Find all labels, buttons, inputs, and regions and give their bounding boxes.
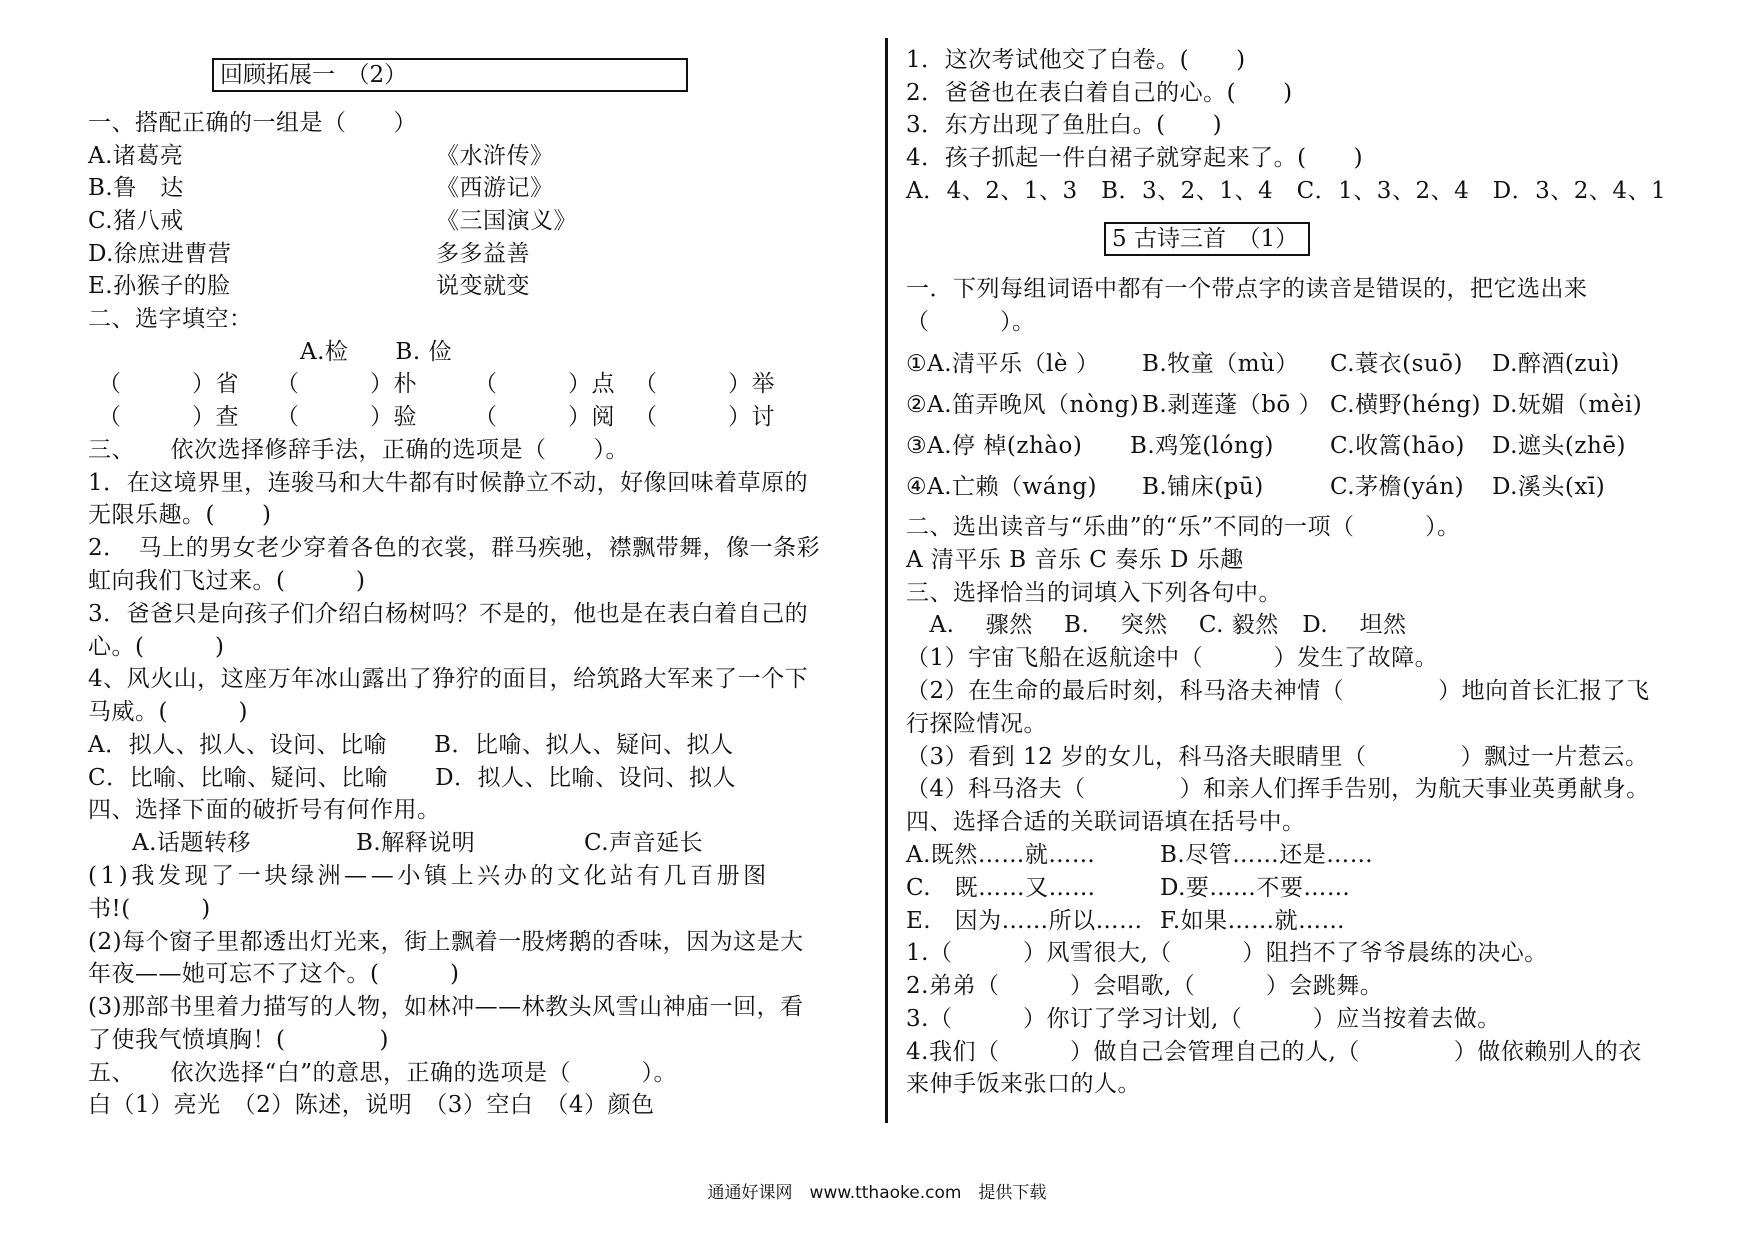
r1-row3-c: C.收篙(hāo) <box>1330 433 1465 459</box>
r3-line: （1）宇宙飞船在返航途中（ ）发生了故障。 <box>906 645 1439 671</box>
r4-option: C. 既……又…… <box>906 875 1096 901</box>
q2-row2-item: （ ）查 <box>98 404 239 430</box>
q3-line: 2． 马上的男女老少穿着各色的衣裳，群马疾驰，襟飘带舞，像一条彩 <box>88 535 821 561</box>
q1-heading: 一、搭配正确的一组是（ ） <box>88 110 417 136</box>
r4-option: B.尽管……还是…… <box>1160 842 1374 868</box>
q4-line: (2)每个窗子里都透出灯光来，街上飘着一股烤鹅的香味，因为这是大 <box>88 929 804 955</box>
r1-row4-a: ④A.亡赖（wáng) <box>906 474 1097 500</box>
q3-line: 马威。( ) <box>88 699 248 725</box>
r1-row1-d: D.醉酒(zuì) <box>1492 351 1620 377</box>
q3-line: 无限乐趣。( ) <box>88 502 272 528</box>
r4-line: 1.（ ）风雪很大,（ ）阻挡不了爷爷晨练的决心。 <box>906 940 1548 966</box>
right-section-title: 5 古诗三首 （1） <box>1104 222 1310 256</box>
r1-row2-d: D.妩媚（mèi) <box>1492 392 1643 418</box>
q4-line: 年夜——她可忘不了这个。( ) <box>88 961 460 987</box>
r4-option: D.要……不要…… <box>1160 875 1351 901</box>
q4-line: 书!( ) <box>88 896 211 922</box>
q3-heading: 三、 依次选择修辞手法，正确的选项是（ ）。 <box>88 437 629 463</box>
column-divider <box>885 38 888 1123</box>
q2-heading: 二、选字填空： <box>88 306 253 332</box>
q1-pair-d-right: 多多益善 <box>436 241 530 267</box>
q3-options-1: A．拟人、拟人、设问、比喻 B．比喻、拟人、疑问、拟人 <box>88 732 734 758</box>
q2-row1-item: （ ）点 <box>474 371 615 397</box>
q2-row1-item: （ ）省 <box>98 371 239 397</box>
q4-heading: 四、选择下面的破折号有何作用。 <box>88 797 441 823</box>
footer-credit: 通通好课网 www.tthaoke.com 提供下载 <box>707 1183 1047 1203</box>
q1-pair-a-left: A.诸葛亮 <box>88 143 184 169</box>
q5-item: 1．这次考试他交了白卷。( ) <box>906 47 1246 73</box>
q4-option: B.解释说明 <box>356 830 476 856</box>
r1-row2-b: B.剥莲蓬（bō ） <box>1142 392 1323 418</box>
q1-pair-e-right: 说变就变 <box>436 273 530 299</box>
q1-pair-d-left: D.徐庶进曹营 <box>88 241 232 267</box>
q3-options-2: C．比喻、比喻、疑问、比喻 D．拟人、比喻、设问、拟人 <box>88 765 737 791</box>
r1-row3-b: B.鸡笼(lóng) <box>1130 433 1274 459</box>
q4-line: 了使我气愤填胸！( ) <box>88 1027 389 1053</box>
r1-row2-a: ②A.笛弄晚风（nòng) <box>906 392 1140 418</box>
left-section-title: 回顾拓展一 （2） <box>212 58 688 92</box>
r4-option: F.如果……就…… <box>1160 908 1346 934</box>
r1-heading-cont: （ ）。 <box>906 309 1036 335</box>
q3-line: 虹向我们飞过来。( ) <box>88 568 366 594</box>
r1-row3-d: D.遮头(zhē) <box>1492 433 1626 459</box>
r3-line: 行探险情况。 <box>906 711 1047 737</box>
r3-heading: 三、选择恰当的词填入下列各句中。 <box>906 580 1282 606</box>
q3-line: 心。( ) <box>88 634 225 660</box>
q5-item: 4．孩子抓起一件白裙子就穿起来了。( ) <box>906 145 1364 171</box>
q2-row2-item: （ ）阅 <box>474 404 615 430</box>
q1-pair-b-left: B.鲁 达 <box>88 175 184 201</box>
r4-line: 来伸手饭来张口的人。 <box>906 1071 1141 1097</box>
q3-line: 1．在这境界里，连骏马和大牛都有时候静立不动，好像回味着草原的 <box>88 470 809 496</box>
r3-line: （3）看到 12 岁的女儿，科马洛夫眼睛里（ ）飘过一片惹云。 <box>906 744 1649 770</box>
r1-row3-a: ③A.停 棹(zhào) <box>906 433 1083 459</box>
r2-heading: 二、选出读音与“乐曲”的“乐”不同的一项（ ）。 <box>906 514 1461 540</box>
q1-pair-c-left: C.猪八戒 <box>88 208 184 234</box>
q4-line: (3)那部书里着力描写的人物，如林冲——林教头风雪山神庙一回，看 <box>88 994 804 1020</box>
r4-heading: 四、选择合适的关联词语填在括号中。 <box>906 809 1306 835</box>
q5-options: A．4、2、1、3 B．3、2、1、4 C．1、3、2、4 D．3、2、4、1 <box>906 178 1667 204</box>
q4-option: C.声音延长 <box>584 830 704 856</box>
r1-row4-d: D.溪头(xī) <box>1492 474 1606 500</box>
r1-row1-b: B.牧童（mù） <box>1142 351 1299 377</box>
r4-line: 4.我们（ ）做自己会管理自己的人,（ ）做依赖别人的衣 <box>906 1039 1642 1065</box>
q2-options: A.检 B. 俭 <box>300 339 452 365</box>
q1-pair-e-left: E.孙猴子的脸 <box>88 273 231 299</box>
q5-item: 3．东方出现了鱼肚白。( ) <box>906 112 1223 138</box>
r3-line: （2）在生命的最后时刻，科马洛夫神情（ ）地向首长汇报了飞 <box>906 678 1650 704</box>
r4-line: 3.（ ）你订了学习计划,（ ）应当按着去做。 <box>906 1006 1501 1032</box>
q2-row2-item: （ ）讨 <box>634 404 775 430</box>
r4-line: 2.弟弟（ ）会唱歌,（ ）会跳舞。 <box>906 973 1384 999</box>
r1-row2-c: C.横野(héng) <box>1330 392 1481 418</box>
q4-option: A.话题转移 <box>132 830 251 856</box>
q3-line: 3．爸爸只是向孩子们介绍白杨树吗？不是的，他也是在表白着自己的 <box>88 601 809 627</box>
r2-options: A 清平乐 B 音乐 C 奏乐 D 乐趣 <box>906 547 1244 573</box>
r3-options: A. 骤然 B. 突然 C. 毅然 D. 坦然 <box>906 612 1407 638</box>
q1-pair-b-right: 《西游记》 <box>436 175 554 201</box>
r3-line: （4）科马洛夫（ ）和亲人们挥手告别，为航天事业英勇献身。 <box>906 776 1650 802</box>
q5-meanings: 白（1）亮光 （2）陈述，说明 （3）空白 （4）颜色 <box>88 1092 655 1118</box>
q2-row1-item: （ ）朴 <box>276 371 417 397</box>
r4-option: A.既然……就…… <box>906 842 1096 868</box>
q2-row1-item: （ ）举 <box>634 371 775 397</box>
q5-item: 2．爸爸也在表白着自己的心。( ) <box>906 80 1293 106</box>
q1-pair-c-right: 《三国演义》 <box>436 208 577 234</box>
r1-row4-b: B.铺床(pū) <box>1142 474 1264 500</box>
r1-row1-a: ①A.清平乐（lè ） <box>906 351 1100 377</box>
r1-heading: 一．下列每组词语中都有一个带点字的读音是错误的，把它选出来 <box>906 276 1588 302</box>
r1-row4-c: C.茅檐(yán) <box>1330 474 1465 500</box>
q3-line: 4、风火山，这座万年冰山露出了狰狞的面目，给筑路大军来了一个下 <box>88 666 809 692</box>
r1-row1-c: C.蓑衣(suō) <box>1330 351 1463 377</box>
r4-option: E. 因为……所以…… <box>906 908 1143 934</box>
q4-line: (1)我发现了一块绿洲——小镇上兴办的文化站有几百册图 <box>88 863 770 889</box>
q2-row2-item: （ ）验 <box>276 404 417 430</box>
q5-heading: 五、 依次选择“白”的意思，正确的选项是（ ）。 <box>88 1060 678 1086</box>
q1-pair-a-right: 《水浒传》 <box>436 143 554 169</box>
